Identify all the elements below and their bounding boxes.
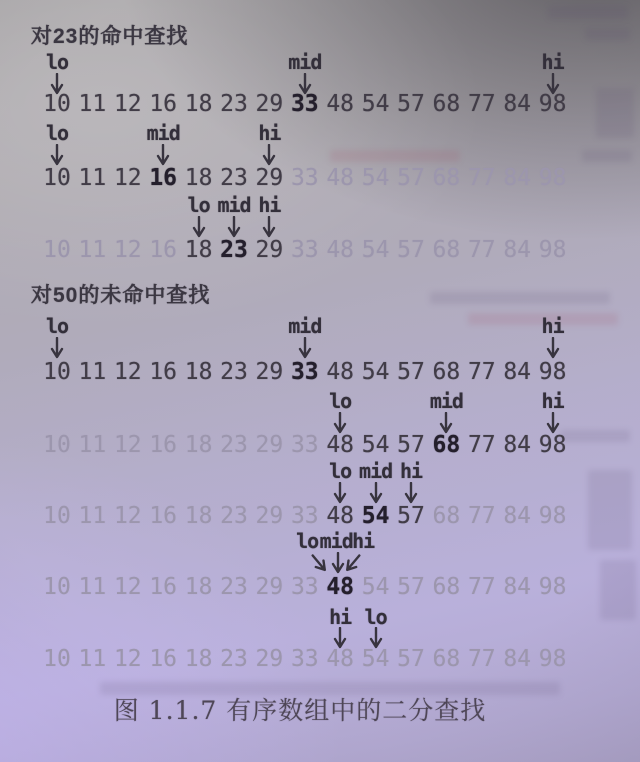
array-value: 84 <box>503 359 532 385</box>
pointer-label-lo: lo <box>45 121 69 145</box>
array-value: 33 <box>290 503 319 529</box>
array-value: 29 <box>255 574 284 600</box>
down-arrow-icon <box>298 337 312 359</box>
array-value: 33 <box>290 432 319 458</box>
array-value: 68 <box>432 432 461 458</box>
array-value: 29 <box>255 359 284 385</box>
array-value: 29 <box>255 91 284 117</box>
pointer-label-lo: lo <box>329 389 352 413</box>
array-value: 54 <box>361 165 390 191</box>
array-value: 11 <box>78 91 107 117</box>
bleedthrough-smudge <box>596 88 634 138</box>
array-value: 18 <box>184 359 213 385</box>
array-value: 57 <box>397 237 425 263</box>
pointer-label-lo: lo <box>296 529 319 553</box>
array-value: 48 <box>326 646 355 672</box>
array-value: 57 <box>397 91 425 117</box>
pointer-label-mid: mid <box>288 314 322 338</box>
array-value: 68 <box>432 359 461 385</box>
pointer-label-lo: lo <box>187 193 210 217</box>
pointer-label-hi: hi <box>258 121 281 145</box>
array-value: 77 <box>467 165 496 191</box>
array-value: 33 <box>290 237 319 263</box>
array-value: 98 <box>538 574 567 600</box>
array-value: 12 <box>113 165 142 191</box>
array-value: 12 <box>113 503 142 529</box>
pointer-label-lo: lo <box>45 50 69 74</box>
down-arrow-icon <box>439 412 453 434</box>
array-value: 54 <box>361 646 390 672</box>
array-value: 77 <box>467 91 496 117</box>
array-value: 10 <box>43 432 71 458</box>
array-value: 33 <box>290 646 319 672</box>
array-value: 11 <box>78 237 107 263</box>
array-value: 33 <box>290 165 319 191</box>
array-value: 48 <box>326 432 355 458</box>
array-value: 12 <box>113 432 142 458</box>
array-value: 57 <box>397 165 425 191</box>
array-value: 18 <box>184 503 213 529</box>
array-value: 48 <box>326 237 355 263</box>
bleedthrough-smudge <box>582 150 632 162</box>
array-value: 11 <box>78 359 107 385</box>
array-value: 48 <box>326 165 355 191</box>
array-value: 77 <box>467 432 496 458</box>
array-value: 16 <box>149 165 178 191</box>
array-value: 10 <box>43 91 71 117</box>
array-value: 12 <box>113 359 142 385</box>
array-value: 54 <box>361 237 390 263</box>
array-value: 98 <box>538 432 567 458</box>
array-value: 84 <box>503 165 532 191</box>
array-value: 23 <box>220 646 248 672</box>
pointer-label-hi: hi <box>399 459 423 483</box>
array-value: 29 <box>255 646 284 672</box>
array-value: 16 <box>149 503 178 529</box>
array-value: 16 <box>149 91 178 117</box>
down-arrow-icon <box>50 337 64 359</box>
array-value: 57 <box>397 359 425 385</box>
down-arrow-icon <box>262 216 276 238</box>
down-arrow-icon <box>192 216 206 238</box>
down-arrow-icon <box>404 482 418 504</box>
array-value: 18 <box>184 237 213 263</box>
array-value: 98 <box>538 359 567 385</box>
down-arrow-icon <box>546 412 560 434</box>
pointer-label-mid: mid <box>359 459 393 483</box>
pointer-label-mid: mid <box>146 121 180 145</box>
array-value: 12 <box>113 237 142 263</box>
bleedthrough-smudge <box>585 28 630 40</box>
array-value: 10 <box>43 165 71 191</box>
bleedthrough-smudge <box>100 682 560 695</box>
pointer-label-lo: lo <box>329 459 352 483</box>
array-value: 10 <box>43 503 71 529</box>
array-value: 48 <box>326 359 355 385</box>
down-arrow-icon <box>369 482 383 504</box>
array-value: 68 <box>432 574 461 600</box>
array-value: 12 <box>113 574 142 600</box>
array-value: 77 <box>467 237 496 263</box>
array-value: 18 <box>184 574 213 600</box>
array-value: 68 <box>432 237 461 263</box>
array-value: 16 <box>149 432 178 458</box>
bleedthrough-smudge <box>600 560 636 620</box>
array-value: 57 <box>397 503 425 529</box>
array-value: 11 <box>78 574 107 600</box>
array-value: 84 <box>503 432 532 458</box>
down-right-arrow-icon <box>307 550 332 576</box>
down-arrow-icon <box>262 144 276 166</box>
array-value: 23 <box>220 432 248 458</box>
array-value: 98 <box>538 503 567 529</box>
pointer-label-mid: mid <box>429 389 463 413</box>
array-value: 48 <box>326 503 355 529</box>
array-value: 29 <box>255 237 284 263</box>
array-value: 10 <box>43 359 71 385</box>
bleedthrough-smudge <box>330 150 460 162</box>
array-value: 84 <box>503 503 532 529</box>
array-value: 23 <box>220 503 248 529</box>
pointer-label-lo: lo <box>45 314 69 338</box>
array-value: 84 <box>503 237 532 263</box>
array-value: 77 <box>467 359 496 385</box>
array-value: 98 <box>538 91 567 117</box>
down-arrow-icon <box>546 337 560 359</box>
array-value: 77 <box>467 503 496 529</box>
array-value: 48 <box>326 91 355 117</box>
down-arrow-icon <box>333 482 347 504</box>
array-value: 77 <box>467 574 496 600</box>
array-value: 84 <box>503 646 532 672</box>
array-value: 11 <box>78 165 107 191</box>
array-value: 10 <box>43 237 71 263</box>
array-value: 29 <box>255 503 284 529</box>
array-value: 10 <box>43 574 71 600</box>
array-value: 57 <box>397 574 425 600</box>
array-value: 11 <box>78 646 107 672</box>
array-value: 54 <box>361 359 390 385</box>
array-value: 29 <box>255 432 284 458</box>
bleedthrough-smudge <box>588 470 632 550</box>
down-arrow-icon <box>227 216 241 238</box>
array-value: 16 <box>149 646 178 672</box>
pointer-label-hi: hi <box>352 529 375 553</box>
array-value: 98 <box>538 237 567 263</box>
array-value: 16 <box>149 574 178 600</box>
array-value: 57 <box>397 646 425 672</box>
array-value: 54 <box>361 432 390 458</box>
section-title-miss-search-50: 对50的未命中查找 <box>31 284 211 307</box>
bleedthrough-smudge <box>548 6 628 19</box>
array-value: 33 <box>290 574 319 600</box>
array-value: 18 <box>184 165 213 191</box>
figure-caption: 图 1.1.7 有序数组中的二分查找 <box>113 696 487 725</box>
pointer-label-mid: mid <box>217 193 251 217</box>
array-value: 54 <box>361 503 390 529</box>
array-value: 77 <box>467 646 496 672</box>
array-value: 68 <box>432 646 461 672</box>
array-value: 98 <box>538 165 567 191</box>
bleedthrough-smudge <box>430 292 610 304</box>
array-value: 54 <box>361 574 390 600</box>
array-value: 68 <box>432 91 461 117</box>
array-value: 33 <box>290 359 319 385</box>
array-value: 18 <box>184 432 213 458</box>
down-arrow-icon <box>156 144 170 166</box>
array-value: 10 <box>43 646 71 672</box>
array-value: 48 <box>326 574 355 600</box>
array-value: 18 <box>184 91 213 117</box>
array-value: 23 <box>220 359 248 385</box>
section-title-hit-search-23: 对23的命中查找 <box>31 25 189 48</box>
pointer-label-mid: mid <box>288 50 322 74</box>
array-value: 54 <box>361 91 390 117</box>
down-arrow-icon <box>333 412 347 434</box>
pointer-label-hi: hi <box>541 389 564 413</box>
array-value: 11 <box>78 432 107 458</box>
array-value: 16 <box>149 237 178 263</box>
array-value: 11 <box>78 503 107 529</box>
array-value: 18 <box>184 646 213 672</box>
pointer-label-hi: hi <box>258 193 281 217</box>
pointer-label-mid: mid <box>319 529 353 553</box>
pointer-label-hi: hi <box>541 314 564 338</box>
array-value: 16 <box>149 359 178 385</box>
array-value: 23 <box>220 574 248 600</box>
array-value: 12 <box>113 91 142 117</box>
array-value: 29 <box>255 165 284 191</box>
down-arrow-icon <box>50 144 64 166</box>
array-value: 98 <box>538 646 567 672</box>
pointer-label-lo: lo <box>364 605 387 629</box>
array-value: 12 <box>113 646 142 672</box>
array-value: 23 <box>220 237 248 263</box>
array-value: 84 <box>503 91 532 117</box>
array-value: 23 <box>220 91 248 117</box>
array-value: 33 <box>290 91 319 117</box>
array-value: 68 <box>432 503 461 529</box>
array-value: 23 <box>220 165 248 191</box>
array-value: 57 <box>397 432 425 458</box>
pointer-label-hi: hi <box>329 605 352 629</box>
array-value: 68 <box>432 165 461 191</box>
pointer-label-hi: hi <box>541 50 564 74</box>
array-value: 84 <box>503 574 532 600</box>
